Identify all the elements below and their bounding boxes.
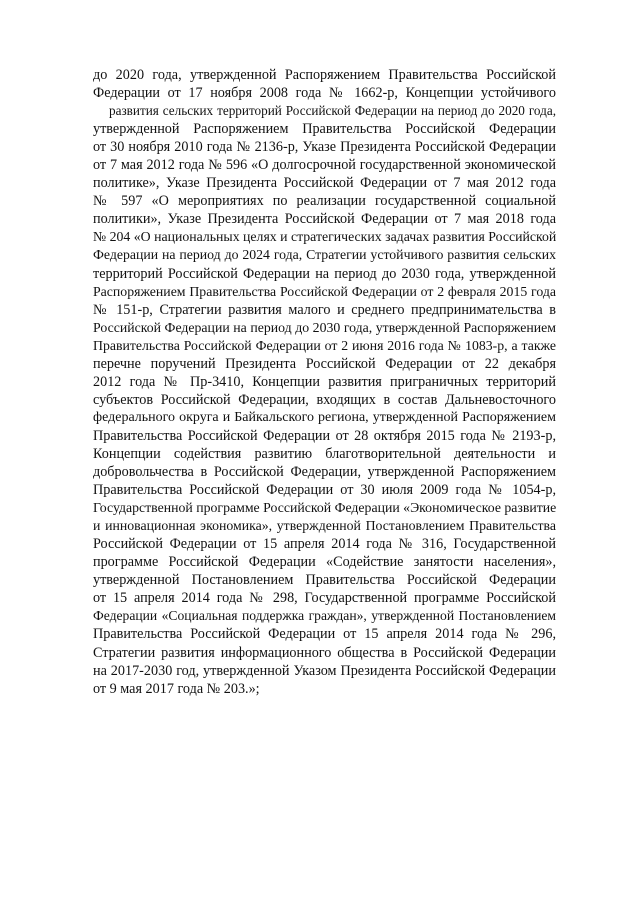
text-line: Правительства Российской Федерации от 15 апреля 2014 года № 296, <box>93 626 556 643</box>
document-body-text <box>93 66 556 698</box>
text-line: № 597 «О мероприятиях по реализации государственной социальной <box>93 193 556 210</box>
text-line: Федерации «Социальная поддержка граждан», утвержденной Постановлением <box>93 608 556 624</box>
text-line: Распоряжением Правительства Российской Федерации от 2 февраля 2015 года <box>93 283 556 299</box>
text-line: Стратегии развития информационного общества в Российской Федерации <box>93 644 556 661</box>
text-line: утвержденной Постановлением Правительства Российской Федерации <box>93 572 556 589</box>
text-line: добровольчества в Российской Федерации, утвержденной Распоряжением <box>93 464 556 481</box>
text-line: развития сельских территорий Российской Федерации на период до 2020 года, <box>109 103 556 119</box>
text-line: Российской Федерации на период до 2030 года, утвержденной Распоряжением <box>93 319 556 335</box>
text-line: перечне поручений Президента Российской Федерации от 22 декабря <box>93 355 556 372</box>
text-line: от 15 апреля 2014 года № 298, Государственной программе Российской <box>93 590 556 607</box>
text-line: Федерации от 17 ноября 2008 года № 1662-р, Концепции устойчивого <box>93 85 556 102</box>
text-line: субъектов Российской Федерации, входящих в состав Дальневосточного <box>93 391 556 408</box>
text-line: Российской Федерации от 15 апреля 2014 года № 316, Государственной <box>93 536 556 553</box>
text-line: и инновационная экономика», утвержденной Постановлением Правительства <box>93 518 556 534</box>
text-line: Концепции содействия развитию благотворительной деятельности и <box>93 445 556 462</box>
text-line: № 151-р, Стратегии развития малого и среднего предпринимательства в <box>93 301 556 318</box>
text-line: 2012 года № Пр-3410, Концепции развития приграничных территорий <box>93 373 556 390</box>
text-line: на 2017-2030 год, утвержденной Указом Президента Российской Федерации <box>93 662 556 679</box>
text-line: от 30 ноября 2010 года № 2136-р, Указе Президента Российской Федерации <box>93 139 556 156</box>
text-line: до 2020 года, утвержденной Распоряжением Правительства Российской <box>93 67 556 83</box>
text-line: Правительства Российской Федерации от 28 октября 2015 года № 2193-р, <box>93 427 556 444</box>
text-line: политике», Указе Президента Российской Федерации от 7 мая 2012 года <box>93 175 556 192</box>
text-line: Правительства Российской Федерации от 30 июля 2009 года № 1054-р, <box>93 482 556 499</box>
text-line: Правительства Российской Федерации от 2 июня 2016 года № 1083-р, а также <box>93 337 556 353</box>
text-line: Государственной программе Российской Федерации «Экономическое развитие <box>93 500 557 516</box>
text-line: федерального округа и Байкальского региона, утвержденной Распоряжением <box>93 409 556 425</box>
text-line: Федерации на период до 2024 года, Стратегии устойчивого развития сельских <box>93 247 556 263</box>
text-line: № 204 «О национальных целях и стратегических задачах развития Российской <box>93 229 557 245</box>
text-line: утвержденной Распоряжением Правительства Российской Федерации <box>93 121 556 138</box>
text-line: политики», Указе Президента Российской Федерации от 7 мая 2018 года <box>93 211 556 228</box>
text-line: программе Российской Федерации «Содействие занятости населения», <box>93 554 556 571</box>
text-line: территорий Российской Федерации на период до 2030 года, утвержденной <box>93 265 556 282</box>
text-line: от 7 мая 2012 года № 596 «О долгосрочной государственной экономической <box>93 157 556 174</box>
text-line: от 9 мая 2017 года № 203.»; <box>93 680 260 697</box>
